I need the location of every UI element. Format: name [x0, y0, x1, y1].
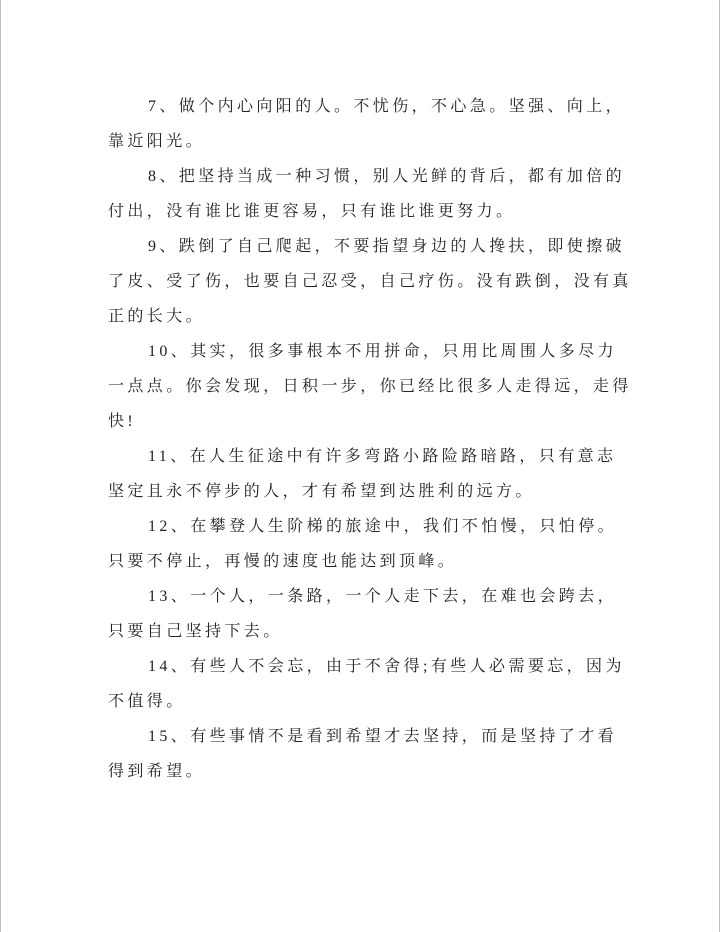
text-line: 只要自己坚持下去。	[108, 623, 283, 640]
text-line: 了皮、受了伤，也要自己忍受，自己疗伤。没有跌倒，没有真	[108, 273, 632, 290]
paragraph	[108, 229, 632, 334]
paragraph	[108, 649, 628, 719]
paragraph	[108, 719, 628, 789]
text-line: 13、一个人，一条路，一个人走下去，在难也会跨去，	[148, 588, 618, 605]
text-line: 不值得。	[108, 693, 186, 710]
text-line: 坚定且永不停步的人，才有希望到达胜利的远方。	[108, 483, 535, 500]
text-line: 靠近阳光。	[108, 133, 206, 150]
paragraph	[108, 334, 632, 439]
text-line: 9、跌倒了自己爬起，不要指望身边的人搀扶，即使擦破	[148, 238, 626, 255]
paragraph	[108, 159, 628, 229]
paragraph	[108, 89, 628, 159]
text-line: 7、做个内心向阳的人。不忧伤，不心急。坚强、向上，	[148, 98, 626, 115]
text-line: 得到希望。	[108, 763, 206, 780]
text-line: 快!	[108, 413, 137, 430]
text-line: 一点点。你会发现，日积一步，你已经比很多人走得远，走得	[108, 378, 632, 395]
paragraph	[108, 579, 628, 649]
text-line: 8、把坚持当成一种习惯，别人光鲜的背后，都有加倍的	[148, 168, 626, 185]
text-line: 14、有些人不会忘，由于不舍得;有些人必需要忘，因为	[148, 658, 625, 675]
text-line: 12、在攀登人生阶梯的旅途中，我们不怕慢，只怕停。	[148, 518, 618, 535]
paragraph	[108, 509, 628, 579]
text-line: 10、其实，很多事根本不用拼命，只用比周围人多尽力	[148, 343, 618, 360]
text-line: 15、有些事情不是看到希望才去坚持，而是坚持了才看	[148, 728, 618, 745]
paragraph	[108, 439, 628, 509]
text-line: 付出，没有谁比谁更容易，只有谁比谁更努力。	[108, 203, 516, 220]
text-line: 只要不停止，再慢的速度也能达到顶峰。	[108, 553, 458, 570]
text-line: 正的长大。	[108, 308, 206, 325]
text-line: 11、在人生征途中有许多弯路小路险路暗路，只有意志	[148, 448, 617, 465]
document-body	[108, 89, 632, 789]
